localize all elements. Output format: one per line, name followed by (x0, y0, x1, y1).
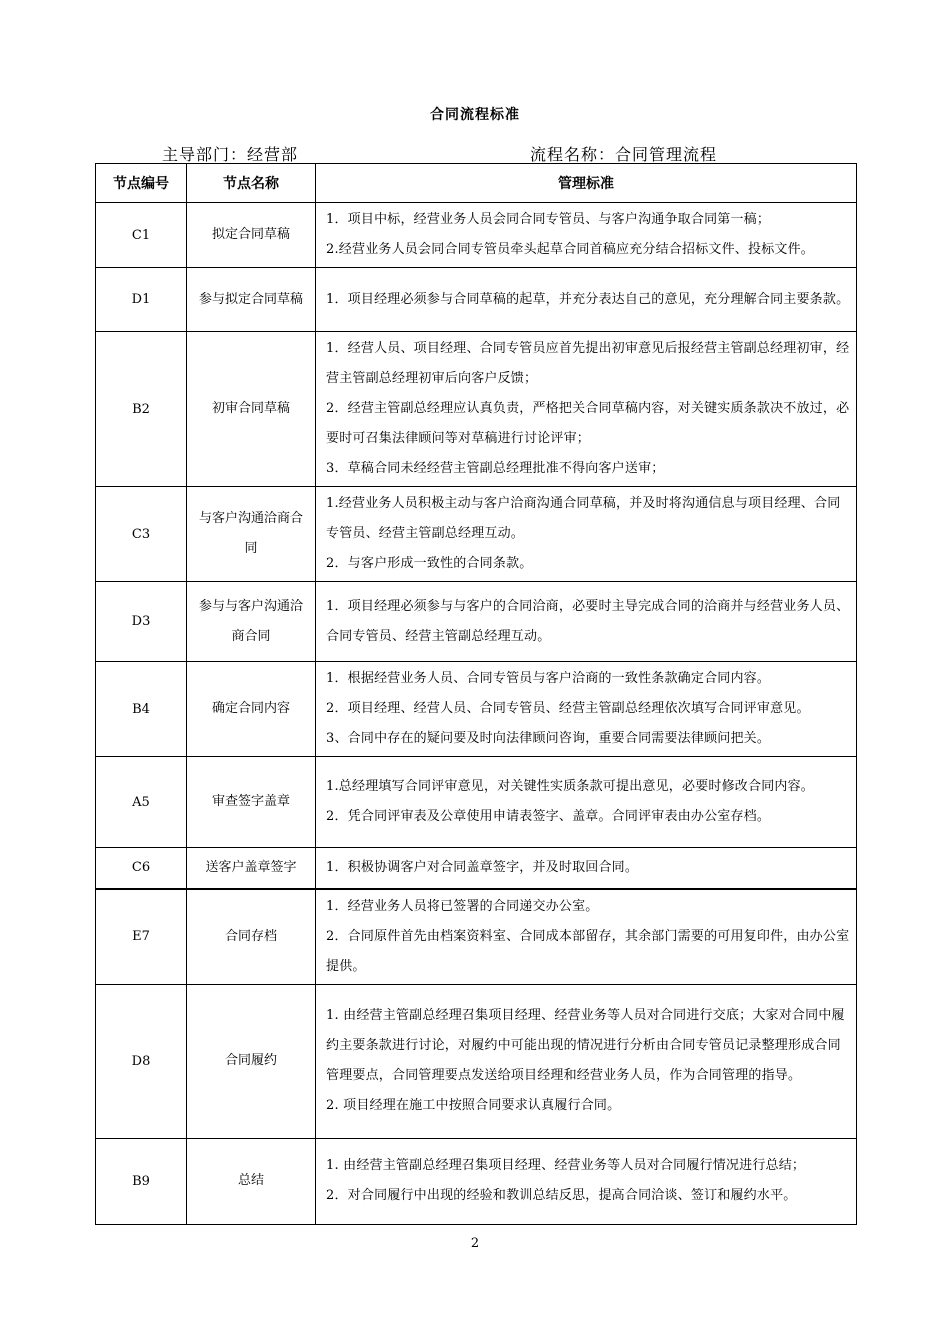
management-standard (316, 268, 857, 332)
table-row (96, 582, 857, 662)
management-standard (316, 984, 857, 1138)
node-name: 与客户沟通洽商合同 (187, 487, 316, 582)
standard-line: 1．积极协调客户对合同盖章签字，并及时取回合同。 (326, 859, 639, 875)
standard-line: 1．根据经营业务人员、合同专管员与客户洽商的一致性条款确定合同内容。 (326, 671, 771, 686)
management-standard (316, 757, 857, 848)
standard-line: 2．项目经理、经营人员、合同专管员、经营主管副总经理依次填写合同评审意见。 (326, 701, 810, 716)
node-code: D3 (96, 582, 187, 662)
standard-line: 2.经营业务人员会同合同专管员牵头起草合同首稿应充分结合招标文件、投标文件。 (326, 242, 815, 257)
page-title: 合同流程标准 (430, 107, 520, 123)
standard-line: 1.总经理填写合同评审意见，对关键性实质条款可提出意见，必要时修改合同内容。 (326, 779, 815, 794)
table-row (96, 889, 857, 985)
node-name: 参与与客户沟通洽商合同 (187, 582, 316, 662)
standard-line: 2. 项目经理在施工中按照合同要求认真履行合同。 (326, 1098, 621, 1113)
node-name: 参与拟定合同草稿 (187, 268, 316, 332)
header-node-name: 节点名称 (187, 164, 316, 203)
node-name: 拟定合同草稿 (187, 203, 316, 268)
table-row (96, 757, 857, 848)
page-number: 2 (470, 1236, 480, 1251)
node-name: 送客户盖章签字 (187, 848, 316, 889)
table-row (96, 332, 857, 487)
table-header-row (96, 164, 857, 203)
table-row (96, 662, 857, 757)
standard-line: 3．草稿合同未经经营主管副总经理批准不得向客户送审； (326, 461, 665, 476)
node-code: B9 (96, 1138, 187, 1224)
node-code: C1 (96, 203, 187, 268)
table-row (96, 848, 857, 889)
standard-line: 2．对合同履行中出现的经验和教训总结反思，提高合同洽谈、签订和履约水平。 (326, 1188, 797, 1203)
standard-line: 2．经营主管副总经理应认真负责，严格把关合同草稿内容，对关键实质条款决不放过，必要时可召集法律顾问等对草稿进行讨论评审； (326, 401, 850, 446)
node-name: 合同存档 (187, 889, 316, 985)
standard-line: 1．项目经理必须参与与客户的合同洽商，必要时主导完成合同的洽商并与经营业务人员、合同专管员、经营主管副总经理互动。 (326, 598, 850, 644)
management-standard (316, 889, 857, 985)
management-standard (316, 1138, 857, 1224)
standard-line: 1. 由经营主管副总经理召集项目经理、经营业务等人员对合同进行交底；大家对合同中履约主要条款进行讨论，对履约中可能出现的情况进行分析由合同专管员记录整理形成合同管理要点，合同管理要点发送给项目经理和经营业务人员，作为合同管理的指导。 (326, 1008, 845, 1083)
standard-line: 1．项目中标，经营业务人员会同合同专管员、与客户沟通争取合同第一稿； (326, 212, 771, 227)
table-row (96, 1138, 857, 1224)
management-standard (316, 848, 857, 889)
management-standard (316, 487, 857, 582)
table-row (96, 984, 857, 1138)
node-name: 初审合同草稿 (187, 332, 316, 487)
standard-line: 1. 由经营主管副总经理召集项目经理、经营业务等人员对合同履行情况进行总结； (326, 1158, 806, 1173)
standard-line: 1．经营业务人员将已签署的合同递交办公室。 (326, 898, 599, 914)
lead-department: 主导部门：经营部 (162, 145, 299, 164)
standard-line: 2．凭合同评审表及公章使用申请表签字、盖章。合同评审表由办公室存档。 (326, 809, 771, 824)
node-code: B4 (96, 662, 187, 757)
node-name: 总结 (187, 1138, 316, 1224)
table-row (96, 487, 857, 582)
node-code: E7 (96, 889, 187, 985)
standard-line: 2．合同原件首先由档案资料室、合同成本部留存，其余部门需要的可用复印件，由办公室提供。 (326, 928, 850, 974)
management-standard (316, 332, 857, 487)
node-code: C3 (96, 487, 187, 582)
standard-line: 2．与客户形成一致性的合同条款。 (326, 556, 533, 571)
table-row (96, 203, 857, 268)
table-row (96, 268, 857, 332)
node-name: 审查签字盖章 (187, 757, 316, 848)
node-name: 合同履约 (187, 984, 316, 1138)
node-code: D1 (96, 268, 187, 332)
standard-line: 3、合同中存在的疑问要及时向法律顾问咨询，重要合同需要法律顾问把关。 (326, 731, 771, 746)
header-management-standard: 管理标准 (316, 164, 857, 203)
node-code: C6 (96, 848, 187, 889)
management-standard (316, 203, 857, 268)
process-name: 流程名称：合同管理流程 (530, 145, 718, 164)
standard-line: 1．经营人员、项目经理、合同专管员应首先提出初审意见后报经营主管副总经理初审，经营主管副总经理初审后向客户反馈； (326, 341, 850, 386)
node-code: B2 (96, 332, 187, 487)
management-standard (316, 662, 857, 757)
node-name: 确定合同内容 (187, 662, 316, 757)
standards-table (95, 163, 857, 1225)
standard-line: 1.经营业务人员积极主动与客户洽商沟通合同草稿，并及时将沟通信息与项目经理、合同专管员、经营主管副总经理互动。 (326, 496, 841, 541)
header-node-code: 节点编号 (96, 164, 187, 203)
node-code: D8 (96, 984, 187, 1138)
standard-line: 1．项目经理必须参与合同草稿的起草，并充分表达自己的意见，充分理解合同主要条款。 (326, 291, 850, 307)
node-code: A5 (96, 757, 187, 848)
management-standard (316, 582, 857, 662)
